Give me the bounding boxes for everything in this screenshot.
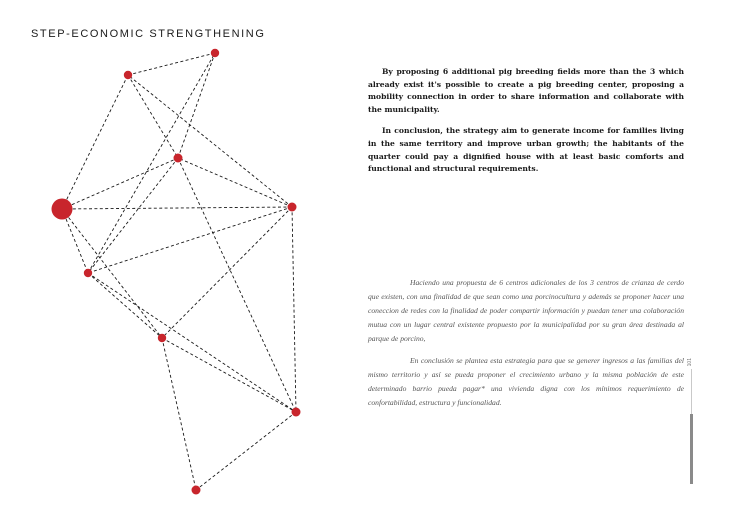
node-center [174,154,183,163]
connection-line [162,338,196,490]
connection-line [62,158,178,209]
connection-line [196,412,296,490]
connection-line [128,75,292,207]
page-title: STEP-ECONOMIC STRENGTHENING [31,28,266,40]
connection-lines [62,53,296,490]
connection-line [292,207,296,412]
connection-line [88,158,178,273]
page-number: 101 [687,358,693,367]
connection-line [178,53,215,158]
connection-line [88,207,292,273]
spanish-text [368,276,684,418]
english-paragraph-1: By proposing 6 additional pig breeding fields more than the 3 which already exist it's possible to create a pig breeding center, proposing a mobility connection in order to share information and collaborate with the municipality. [368,67,684,114]
connection-line [62,75,128,209]
node-right-mid [288,203,297,212]
nodes [52,49,301,495]
connection-line [62,207,292,209]
connection-line [162,207,292,338]
side-rule [691,369,692,414]
spanish-paragraph-1: Haciendo una propuesta de 6 centros adicionales de los 3 centros de crianza de cerdo que existen, con una finalidad de que sean como una porcinocultura y además se proponer hacer una coneccion de redes con la finalidad de poder compartir información y puedan tener una colaboración mutua con un lugar central existente propuesto por la municipalidad por su gran área destinada al parque de porcino, [368,278,684,343]
node-lower-center [158,334,166,342]
connection-line [128,75,178,158]
connection-line [62,209,162,338]
node-bottom [192,486,201,495]
english-paragraph-2: In conclusion, the strategy aim to generate income for families living in the same territory and improve urban growth; the habitants of the quarter could pay a dignified house with at least basic comforts and functional and structural requirements. [368,126,684,174]
connection-line [162,338,296,412]
connection-line [128,53,215,75]
node-top-left [124,71,132,79]
page-progress-bar [690,414,693,484]
connection-line [88,273,296,412]
spanish-paragraph-2: En conclusión se plantea esta estrategia para que se generer ingresos a las familias del mismo territorio y así se pueda proponer el crecimiento urbano y la misma población de este determinado barrio pueda pagar* una vivienda digna con los mínimos requerimiento de confortabilidad, estructura y funcionalidad. [368,356,684,407]
english-text [368,66,684,185]
node-left [84,269,92,277]
connection-line [88,53,215,273]
node-lower-right [292,408,301,417]
node-top-right [211,49,219,57]
node-central-hub [52,199,73,220]
network-diagram [0,0,360,516]
connection-line [178,158,292,207]
connection-line [88,273,162,338]
